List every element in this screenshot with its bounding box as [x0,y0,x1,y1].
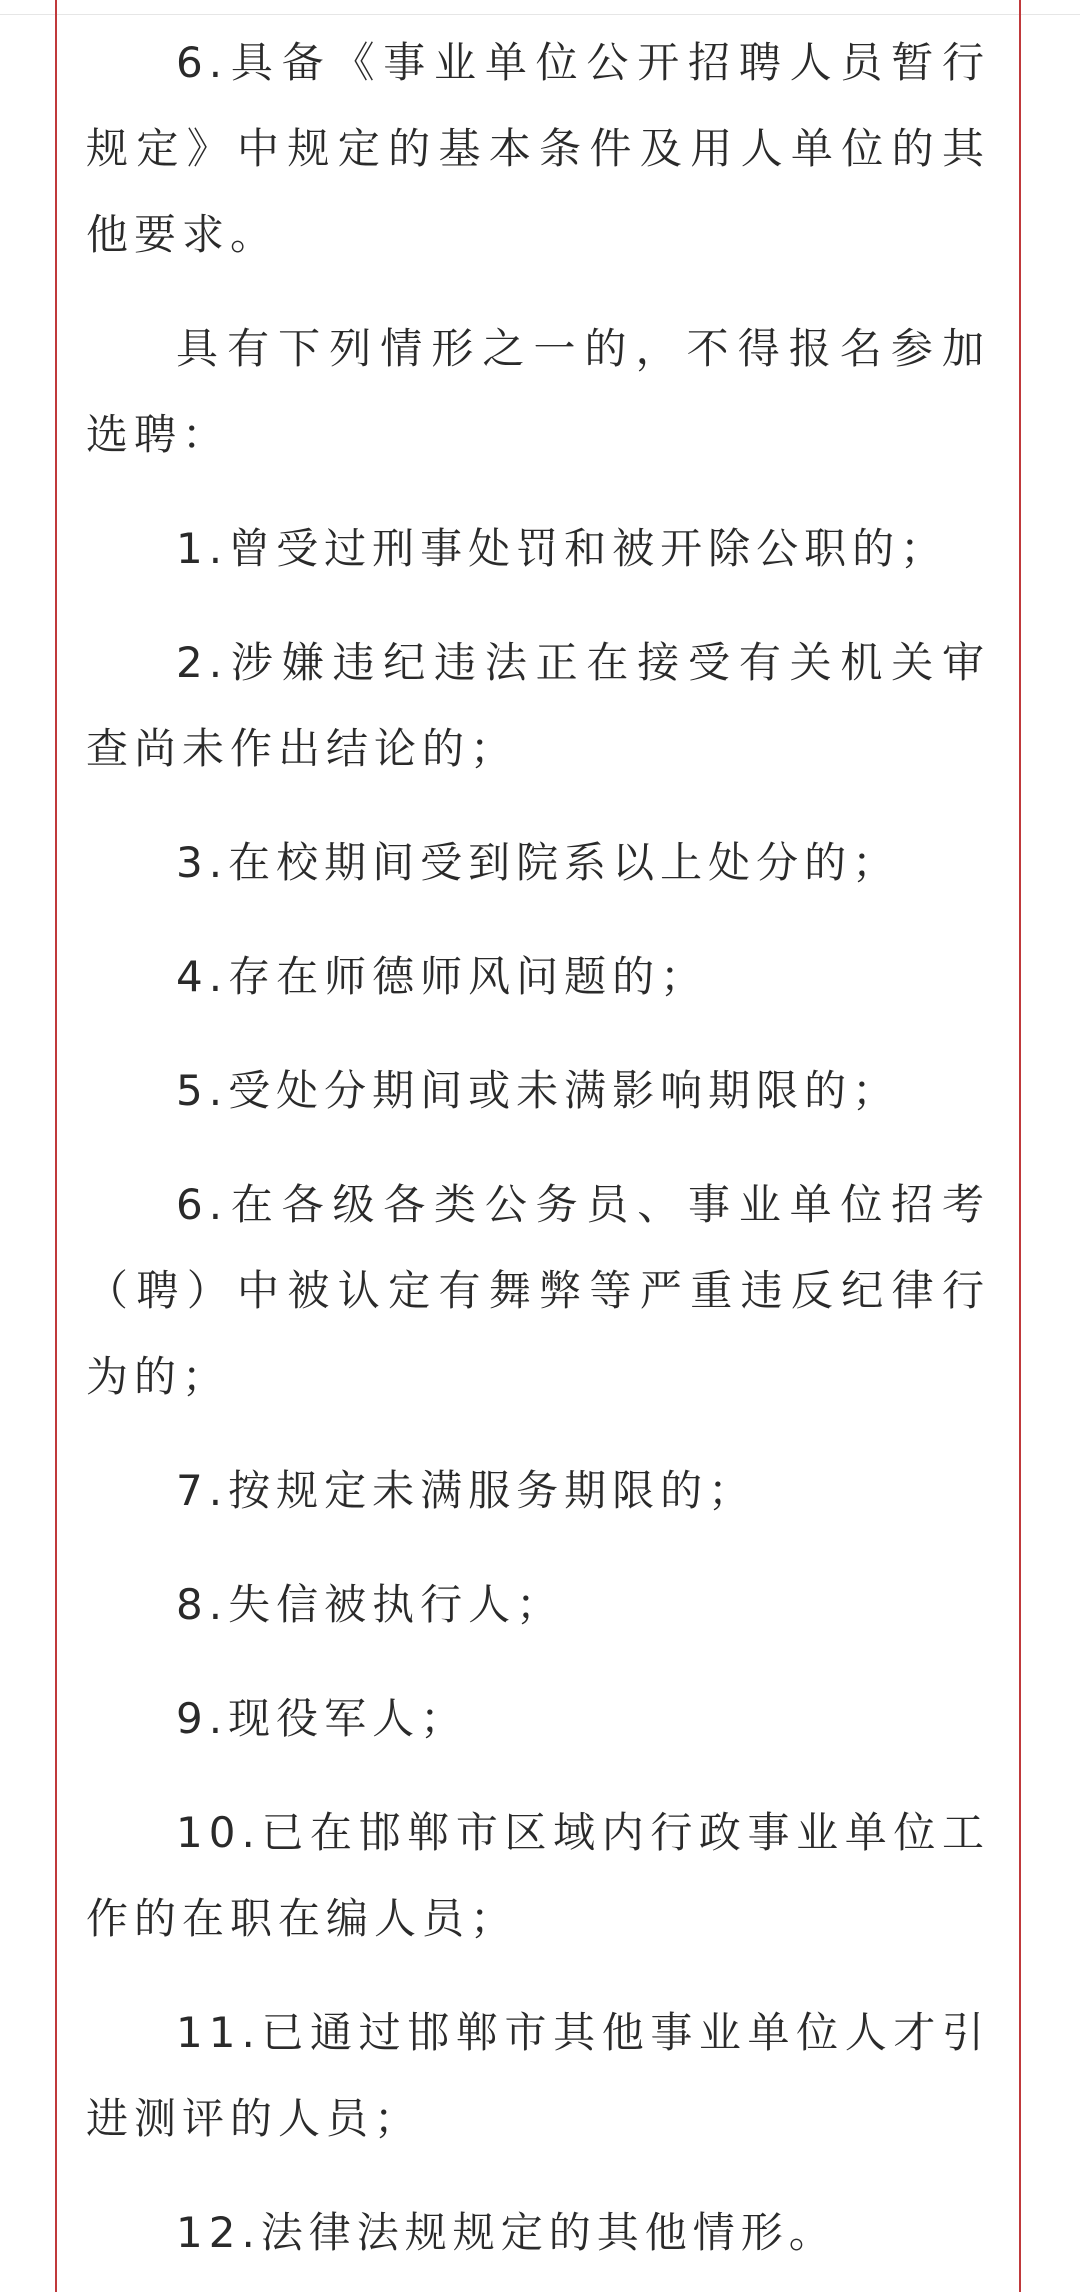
paragraph-disqualification-12: 12.法律法规规定的其他情形。 [176,2208,837,2257]
paragraph-disqualification-8: 8.失信被执行人； [176,1580,565,1629]
paragraph-disqualification-3: 3.在校期间受到院系以上处分的； [176,838,901,887]
paragraph-disqualification-5: 5.受处分期间或未满影响期限的； [176,1066,901,1115]
article-body [86,20,990,2292]
paragraph-disqualification-9: 9.现役军人； [176,1694,469,1743]
paragraph-disqualification-1: 1.曾受过刑事处罚和被开除公职的； [176,524,949,573]
paragraph-disqualification-10: 10.已在邯郸市区域内行政事业单位工作的在职在编人员； [86,1808,990,1943]
paragraph-disqualification-7: 7.按规定未满服务期限的； [176,1466,757,1515]
paragraph-disqualification-11: 11.已通过邯郸市其他事业单位人才引进测评的人员； [86,2008,990,2143]
paragraph-disqualification-6: 6.在各级各类公务员、事业单位招考（聘）中被认定有舞弊等严重违反纪律行为的； [86,1180,990,1401]
paragraph-disqualification-2: 2.涉嫌违纪违法正在接受有关机关审查尚未作出结论的； [86,638,990,773]
paragraph-requirement-6: 6.具备《事业单位公开招聘人员暂行规定》中规定的基本条件及用人单位的其他要求。 [86,38,990,259]
paragraph-disqualification-intro: 具有下列情形之一的，不得报名参加选聘： [86,324,990,459]
paragraph-disqualification-4: 4.存在师德师风问题的； [176,952,709,1001]
